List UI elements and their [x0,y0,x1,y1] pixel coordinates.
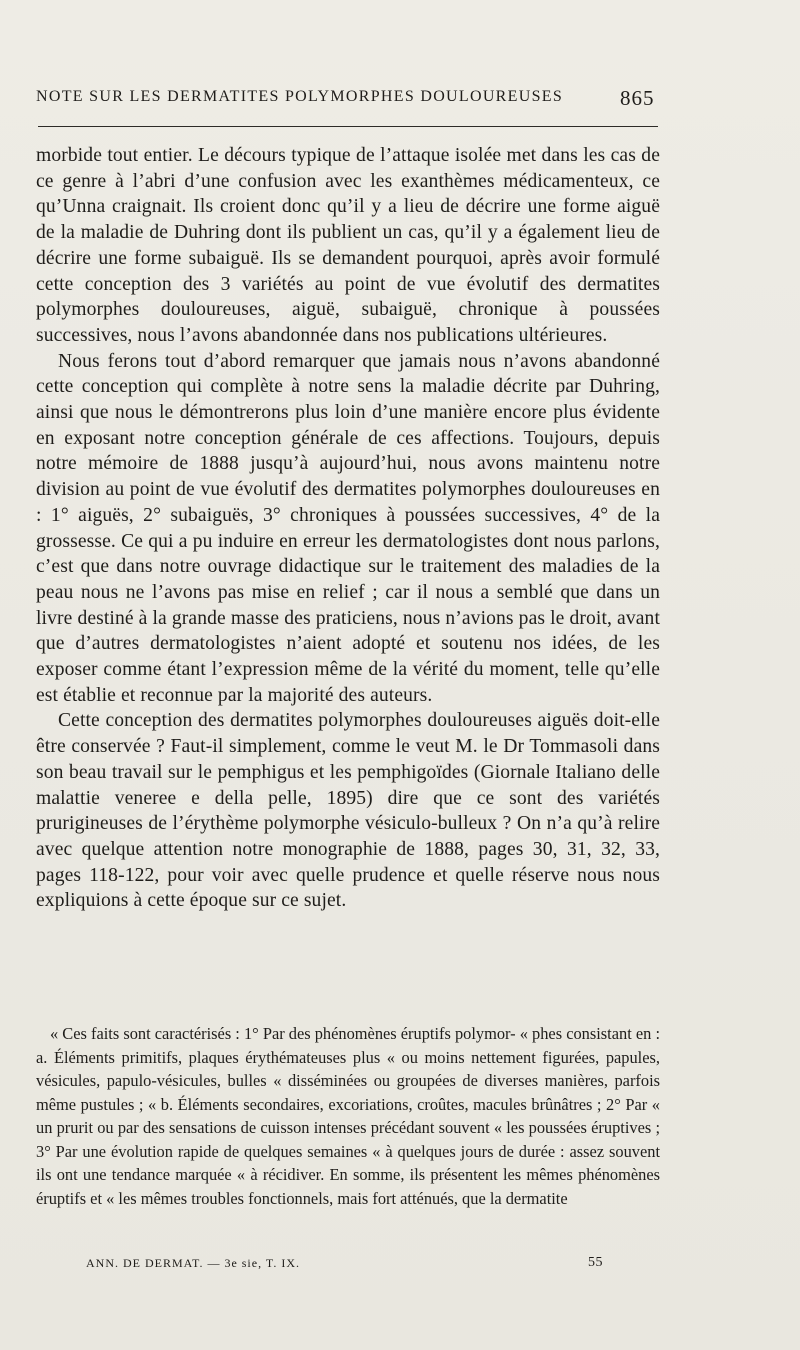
running-title: NOTE SUR LES DERMATITES POLYMORPHES DOULOUREUSES [36,88,564,105]
paragraph-2: Nous ferons tout d’abord remarquer que jamais nous n’avons abandonné cette conception qui complète à notre sens la maladie décrite par Duhring, ainsi que nous le démontrerons plus loin d’une manière encore plus évidente en exposant notre conception générale de ces affections. Toujours, depuis notre mémoire de 1888 jusqu’à aujourd’hui, nous avons maintenu notre division au point de vue évolutif des dermatites polymorphes douloureuses en : 1° aiguës, 2° subaiguës, 3° chroniques à poussées successives, 4° de la grossesse. Ce qui a pu induire en erreur les dermatologistes dont nous parlons, c’est que dans notre ouvrage didactique sur le traitement des maladies de la peau nous ne l’avons pas mise en relief ; car il nous a semblé que dans un livre destiné à la grande masse des praticiens, nous n’avions pas le droit, avant que d’autres dermatologistes n’aient adopté et soutenu nos idées, de les exposer comme étant l’expression même de la vérité du moment, telle qu’elle est établie et reconnue par la majorité des auteurs. [36,350,660,706]
page-number: 865 [620,86,655,110]
quote-text: « Ces faits sont caractérisés : 1° Par des phénomènes éruptifs polymor- « phes consistant en : a. Éléments primitifs, plaques érythémateuses plus « ou moins nettement figurées, papules, vésicules, papulo-vésicules, bulles « disséminées ou groupées de diverses manières, parfois même pustules ; « b. Éléments secondaires, excoriations, croûtes, macules brûnâtres ; 2° Par « un prurit ou par des sensations de cuisson intenses précédant souvent « les poussées éruptives ; 3° Par une évolution rapide de quelques semaines « à quelques jours de durée : assez souvent ils ont une tendance marquée « à récidiver. En somme, ils présentent les mêmes phénomènes éruptifs et « les mêmes troubles fonctionnels, mais fort atténués, que la dermatite [36,1024,660,1208]
header-rule [38,126,658,127]
quoted-passage [36,1022,660,1210]
paragraph-1: morbide tout entier. Le décours typique de l’attaque isolée met dans les cas de ce genre à l’abri d’une confusion avec les exanthèmes médicamenteux, ce qu’Unna craignait. Ils croient donc qu’il y a lieu de décrire une forme aiguë de la maladie de Duhring dont ils publient un cas, qu’il y a également lieu de décrire une forme subaiguë. Ils se demandent pourquoi, après avoir formulé cette conception des 3 variétés au point de vue évolutif des dermatites polymorphes douloureuses, aiguë, subaiguë, chronique à poussées successives, nous l’avons abandonnée dans nos publications ultérieures. [36,145,660,346]
journal-signature: ANN. DE DERMAT. — 3e sie, T. IX. [86,1256,300,1270]
sheet-number: 55 [588,1255,603,1270]
paragraph-3: Cette conception des dermatites polymorphes douloureuses aiguës doit-elle être conservée ? Faut-il simplement, comme le veut M. le Dr Tommasoli dans son beau travail sur le pemphigus et les pemphigoïdes (Giornale Italiano delle malattie veneree e della pelle, 1895) dire que ce sont des variétés prurigineuses de l’érythème polymorphe vésiculo-bulleux ? On n’a qu’à relire avec quelque attention notre monographie de 1888, pages 30, 31, 32, 33, pages 118-122, pour voir avec quelle prudence et quelle réserve nous nous expliquions à cette époque sur ce sujet. [36,710,660,912]
body-text [36,143,660,914]
